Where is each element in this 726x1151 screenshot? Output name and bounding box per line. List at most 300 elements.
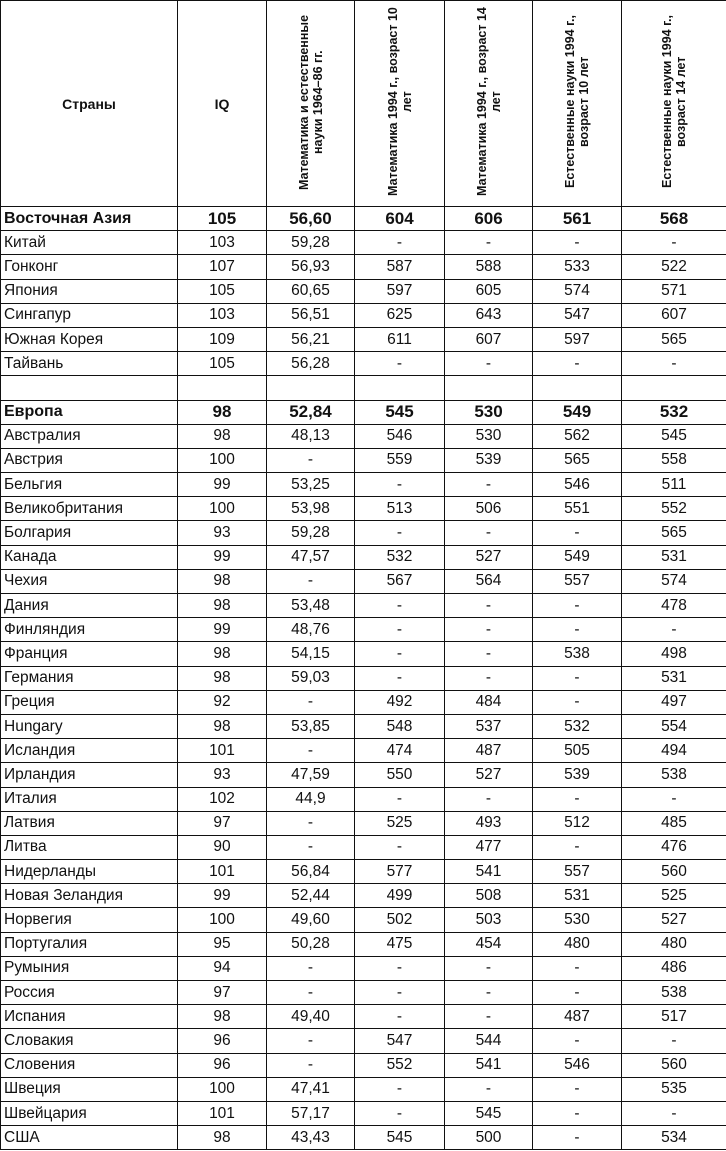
group-row — [1, 400, 726, 424]
value-cell: - — [533, 1077, 622, 1101]
value-cell: 47,57 — [267, 545, 355, 569]
value-cell: - — [267, 690, 355, 714]
value-cell: 96 — [178, 1029, 267, 1053]
value-cell: 531 — [622, 545, 726, 569]
value-cell: - — [533, 981, 622, 1005]
value-cell: 100 — [178, 448, 267, 472]
table-row — [1, 279, 726, 303]
value-cell: 99 — [178, 618, 267, 642]
value-cell: 549 — [533, 400, 622, 424]
table-row — [1, 1101, 726, 1125]
value-cell: 56,51 — [267, 303, 355, 327]
value-cell: 98 — [178, 714, 267, 738]
value-cell: 44,9 — [267, 787, 355, 811]
country-column-header: Страны — [1, 1, 178, 207]
value-cell: 530 — [445, 400, 533, 424]
value-cell: 607 — [622, 303, 726, 327]
value-cell: - — [267, 448, 355, 472]
value-cell: 486 — [622, 956, 726, 980]
value-cell: - — [533, 618, 622, 642]
value-cell: 546 — [533, 1053, 622, 1077]
value-cell: 93 — [178, 521, 267, 545]
value-cell: 512 — [533, 811, 622, 835]
value-cell: - — [533, 231, 622, 255]
value-cell: - — [267, 835, 355, 859]
sci-1994-age10-header — [533, 1, 622, 207]
value-cell: 565 — [622, 521, 726, 545]
country-cell: Гонконг — [1, 255, 178, 279]
country-cell: Дания — [1, 594, 178, 618]
value-cell: 476 — [622, 835, 726, 859]
math-sci-1964-86-label: Математика и естественные науки 1964–86 гг. — [296, 14, 325, 190]
value-cell: 531 — [533, 884, 622, 908]
table-row — [1, 594, 726, 618]
value-cell: 48,13 — [267, 424, 355, 448]
value-cell: - — [445, 787, 533, 811]
value-cell: 53,85 — [267, 714, 355, 738]
value-cell: 56,93 — [267, 255, 355, 279]
value-cell: - — [267, 811, 355, 835]
table-row — [1, 1053, 726, 1077]
value-cell: 480 — [533, 932, 622, 956]
value-cell: 50,28 — [267, 932, 355, 956]
value-cell: 107 — [178, 255, 267, 279]
value-cell: 538 — [622, 981, 726, 1005]
value-cell: - — [533, 666, 622, 690]
value-cell: 56,60 — [267, 207, 355, 231]
value-cell: 625 — [355, 303, 445, 327]
value-cell: 531 — [622, 666, 726, 690]
value-cell: 508 — [445, 884, 533, 908]
country-cell: Финляндия — [1, 618, 178, 642]
value-cell — [267, 376, 355, 400]
value-cell: - — [533, 835, 622, 859]
country-cell: Франция — [1, 642, 178, 666]
value-cell — [355, 376, 445, 400]
value-cell: 53,48 — [267, 594, 355, 618]
value-cell: - — [533, 594, 622, 618]
value-cell: - — [355, 1005, 445, 1029]
value-cell: 574 — [533, 279, 622, 303]
value-cell: - — [445, 666, 533, 690]
value-cell: - — [267, 956, 355, 980]
table-row — [1, 231, 726, 255]
value-cell: 98 — [178, 642, 267, 666]
value-cell: 101 — [178, 1101, 267, 1125]
table-row — [1, 1126, 726, 1150]
country-cell: Норвегия — [1, 908, 178, 932]
country-cell: Тайвань — [1, 352, 178, 376]
country-cell: Греция — [1, 690, 178, 714]
country-cell: Чехия — [1, 569, 178, 593]
value-cell: 96 — [178, 1053, 267, 1077]
value-cell: - — [622, 618, 726, 642]
value-cell: 559 — [355, 448, 445, 472]
value-cell: 611 — [355, 327, 445, 351]
country-cell: Португалия — [1, 932, 178, 956]
value-cell: 550 — [355, 763, 445, 787]
country-cell: Латвия — [1, 811, 178, 835]
value-cell: 546 — [533, 473, 622, 497]
table-row — [1, 424, 726, 448]
value-cell: 532 — [622, 400, 726, 424]
value-cell: - — [355, 618, 445, 642]
value-cell: 101 — [178, 860, 267, 884]
value-cell: 545 — [355, 1126, 445, 1150]
value-cell: - — [445, 618, 533, 642]
value-cell: 552 — [355, 1053, 445, 1077]
country-cell: Россия — [1, 981, 178, 1005]
value-cell: 48,76 — [267, 618, 355, 642]
value-cell: 474 — [355, 739, 445, 763]
value-cell: 99 — [178, 473, 267, 497]
value-cell: - — [355, 521, 445, 545]
value-cell: 534 — [622, 1126, 726, 1150]
value-cell: 548 — [355, 714, 445, 738]
value-cell: 538 — [533, 642, 622, 666]
value-cell: 532 — [355, 545, 445, 569]
value-cell: 535 — [622, 1077, 726, 1101]
value-cell: 94 — [178, 956, 267, 980]
value-cell: 487 — [533, 1005, 622, 1029]
value-cell: - — [622, 1029, 726, 1053]
table-row — [1, 1005, 726, 1029]
value-cell: 99 — [178, 884, 267, 908]
country-cell: Сингапур — [1, 303, 178, 327]
value-cell: - — [445, 231, 533, 255]
value-cell: 484 — [445, 690, 533, 714]
country-cell: США — [1, 1126, 178, 1150]
table-row — [1, 1029, 726, 1053]
value-cell: 95 — [178, 932, 267, 956]
value-cell: 98 — [178, 666, 267, 690]
value-cell: - — [445, 642, 533, 666]
value-cell: 513 — [355, 497, 445, 521]
value-cell: 98 — [178, 400, 267, 424]
value-cell: 545 — [445, 1101, 533, 1125]
value-cell: 561 — [533, 207, 622, 231]
country-cell: Южная Корея — [1, 327, 178, 351]
value-cell: - — [355, 642, 445, 666]
value-cell: - — [533, 690, 622, 714]
value-cell: - — [355, 981, 445, 1005]
table-row — [1, 352, 726, 376]
value-cell: 105 — [178, 207, 267, 231]
table-row — [1, 448, 726, 472]
value-cell: - — [622, 787, 726, 811]
table-row — [1, 569, 726, 593]
table-row — [1, 787, 726, 811]
math-1994-age14-header — [445, 1, 533, 207]
country-cell: Ирландия — [1, 763, 178, 787]
value-cell: 100 — [178, 908, 267, 932]
value-cell: 105 — [178, 279, 267, 303]
value-cell: 527 — [622, 908, 726, 932]
value-cell: - — [355, 1077, 445, 1101]
value-cell: 541 — [445, 860, 533, 884]
value-cell: 525 — [355, 811, 445, 835]
value-cell: 92 — [178, 690, 267, 714]
sci-1994-age14-header — [622, 1, 726, 207]
value-cell: - — [533, 1101, 622, 1125]
value-cell: 565 — [622, 327, 726, 351]
value-cell: 93 — [178, 763, 267, 787]
value-cell: 530 — [533, 908, 622, 932]
value-cell: 480 — [622, 932, 726, 956]
spacer-row — [1, 376, 726, 400]
value-cell: 59,03 — [267, 666, 355, 690]
value-cell: 541 — [445, 1053, 533, 1077]
sci-1994-age14-label: Естественные науки 1994 г., возраст 14 лет — [660, 15, 688, 189]
table-row — [1, 835, 726, 859]
value-cell: - — [267, 1053, 355, 1077]
value-cell: 60,65 — [267, 279, 355, 303]
value-cell: - — [355, 1101, 445, 1125]
country-cell: Европа — [1, 400, 178, 424]
value-cell — [445, 376, 533, 400]
country-cell: Великобритания — [1, 497, 178, 521]
value-cell: 539 — [533, 763, 622, 787]
value-cell: 506 — [445, 497, 533, 521]
value-cell: 90 — [178, 835, 267, 859]
value-cell: 605 — [445, 279, 533, 303]
value-cell: 102 — [178, 787, 267, 811]
value-cell — [622, 376, 726, 400]
value-cell: 538 — [622, 763, 726, 787]
value-cell: - — [355, 594, 445, 618]
country-cell: Швеция — [1, 1077, 178, 1101]
value-cell: 101 — [178, 739, 267, 763]
country-cell: Нидерланды — [1, 860, 178, 884]
value-cell: - — [355, 352, 445, 376]
table-row — [1, 714, 726, 738]
value-cell: - — [355, 231, 445, 255]
table-body — [1, 207, 726, 1150]
value-cell: - — [267, 1029, 355, 1053]
value-cell: 478 — [622, 594, 726, 618]
country-cell: Словения — [1, 1053, 178, 1077]
country-cell: Италия — [1, 787, 178, 811]
value-cell: 545 — [622, 424, 726, 448]
value-cell: 497 — [622, 690, 726, 714]
value-cell: 539 — [445, 448, 533, 472]
table-row — [1, 1077, 726, 1101]
value-cell: 597 — [533, 327, 622, 351]
value-cell: - — [533, 1126, 622, 1150]
table-row — [1, 642, 726, 666]
value-cell: 568 — [622, 207, 726, 231]
table-row — [1, 739, 726, 763]
math-1994-age10-label: Математика 1994 г., возраст 10 лет — [385, 7, 414, 197]
value-cell: - — [355, 473, 445, 497]
country-cell: Бельгия — [1, 473, 178, 497]
math-sci-1964-86-header — [267, 1, 355, 207]
value-cell: 547 — [533, 303, 622, 327]
table-row — [1, 255, 726, 279]
value-cell: 574 — [622, 569, 726, 593]
value-cell: 643 — [445, 303, 533, 327]
value-cell: 105 — [178, 352, 267, 376]
value-cell: 606 — [445, 207, 533, 231]
value-cell: 587 — [355, 255, 445, 279]
table-row — [1, 497, 726, 521]
value-cell: 47,59 — [267, 763, 355, 787]
country-cell: Болгария — [1, 521, 178, 545]
value-cell: 517 — [622, 1005, 726, 1029]
table-row — [1, 860, 726, 884]
value-cell: 527 — [445, 763, 533, 787]
value-cell: 56,84 — [267, 860, 355, 884]
value-cell: 547 — [355, 1029, 445, 1053]
value-cell: 98 — [178, 569, 267, 593]
value-cell: 577 — [355, 860, 445, 884]
value-cell: 103 — [178, 303, 267, 327]
value-cell: - — [267, 739, 355, 763]
value-cell: 530 — [445, 424, 533, 448]
value-cell: 43,43 — [267, 1126, 355, 1150]
value-cell: 544 — [445, 1029, 533, 1053]
value-cell: 527 — [445, 545, 533, 569]
value-cell: - — [622, 1101, 726, 1125]
value-cell: 525 — [622, 884, 726, 908]
value-cell: 53,98 — [267, 497, 355, 521]
country-cell: Литва — [1, 835, 178, 859]
value-cell: - — [533, 787, 622, 811]
value-cell: 477 — [445, 835, 533, 859]
country-cell: Новая Зеландия — [1, 884, 178, 908]
value-cell: 546 — [355, 424, 445, 448]
value-cell: 498 — [622, 642, 726, 666]
value-cell: 505 — [533, 739, 622, 763]
value-cell: 554 — [622, 714, 726, 738]
value-cell: 558 — [622, 448, 726, 472]
math-1994-age14-label: Математика 1994 г., возраст 14 лет — [474, 7, 503, 197]
value-cell: 49,60 — [267, 908, 355, 932]
value-cell: - — [267, 981, 355, 1005]
value-cell: 59,28 — [267, 231, 355, 255]
value-cell: - — [355, 666, 445, 690]
table-row — [1, 932, 726, 956]
value-cell: 47,41 — [267, 1077, 355, 1101]
table-row — [1, 666, 726, 690]
value-cell: 98 — [178, 594, 267, 618]
table-row — [1, 690, 726, 714]
value-cell: 564 — [445, 569, 533, 593]
value-cell: 454 — [445, 932, 533, 956]
country-cell: Япония — [1, 279, 178, 303]
header-row — [1, 1, 726, 207]
value-cell: 560 — [622, 1053, 726, 1077]
value-cell: 56,21 — [267, 327, 355, 351]
value-cell: 607 — [445, 327, 533, 351]
value-cell: 100 — [178, 1077, 267, 1101]
value-cell: 588 — [445, 255, 533, 279]
value-cell: 551 — [533, 497, 622, 521]
value-cell: 487 — [445, 739, 533, 763]
value-cell: 485 — [622, 811, 726, 835]
value-cell: - — [445, 594, 533, 618]
value-cell: 97 — [178, 811, 267, 835]
table-row — [1, 473, 726, 497]
table-row — [1, 303, 726, 327]
value-cell: - — [355, 956, 445, 980]
value-cell: 103 — [178, 231, 267, 255]
value-cell: 52,44 — [267, 884, 355, 908]
value-cell: 57,17 — [267, 1101, 355, 1125]
value-cell: - — [533, 521, 622, 545]
value-cell: - — [445, 1005, 533, 1029]
value-cell: 560 — [622, 860, 726, 884]
value-cell: 511 — [622, 473, 726, 497]
table-row — [1, 981, 726, 1005]
country-cell: Австралия — [1, 424, 178, 448]
table-row — [1, 884, 726, 908]
value-cell — [533, 376, 622, 400]
country-cell: Румыния — [1, 956, 178, 980]
value-cell: - — [445, 352, 533, 376]
country-cell: Восточная Азия — [1, 207, 178, 231]
value-cell: - — [445, 981, 533, 1005]
value-cell: 557 — [533, 860, 622, 884]
value-cell: 100 — [178, 497, 267, 521]
value-cell: 522 — [622, 255, 726, 279]
value-cell: - — [445, 956, 533, 980]
table-row — [1, 545, 726, 569]
country-cell: Словакия — [1, 1029, 178, 1053]
value-cell: 494 — [622, 739, 726, 763]
value-cell: 56,28 — [267, 352, 355, 376]
value-cell: 98 — [178, 424, 267, 448]
value-cell: - — [533, 1029, 622, 1053]
value-cell: - — [533, 352, 622, 376]
table-row — [1, 811, 726, 835]
table-row — [1, 908, 726, 932]
value-cell: 59,28 — [267, 521, 355, 545]
value-cell: 549 — [533, 545, 622, 569]
value-cell: - — [355, 787, 445, 811]
value-cell: 500 — [445, 1126, 533, 1150]
value-cell: 537 — [445, 714, 533, 738]
value-cell: 571 — [622, 279, 726, 303]
iq-column-header: IQ — [178, 1, 267, 207]
value-cell: 109 — [178, 327, 267, 351]
value-cell: 98 — [178, 1126, 267, 1150]
value-cell: 503 — [445, 908, 533, 932]
country-cell: Канада — [1, 545, 178, 569]
table-row — [1, 763, 726, 787]
value-cell — [178, 376, 267, 400]
math-1994-age10-header — [355, 1, 445, 207]
value-cell: 99 — [178, 545, 267, 569]
value-cell: - — [445, 1077, 533, 1101]
value-cell: 475 — [355, 932, 445, 956]
value-cell: 552 — [622, 497, 726, 521]
value-cell: 97 — [178, 981, 267, 1005]
country-cell: Испания — [1, 1005, 178, 1029]
value-cell: 545 — [355, 400, 445, 424]
value-cell: 499 — [355, 884, 445, 908]
table-row — [1, 956, 726, 980]
value-cell: 493 — [445, 811, 533, 835]
value-cell: 502 — [355, 908, 445, 932]
table-row — [1, 618, 726, 642]
country-cell: Исландия — [1, 739, 178, 763]
value-cell: 533 — [533, 255, 622, 279]
country-cell: Германия — [1, 666, 178, 690]
country-cell: Hungary — [1, 714, 178, 738]
value-cell: 604 — [355, 207, 445, 231]
value-cell: 54,15 — [267, 642, 355, 666]
